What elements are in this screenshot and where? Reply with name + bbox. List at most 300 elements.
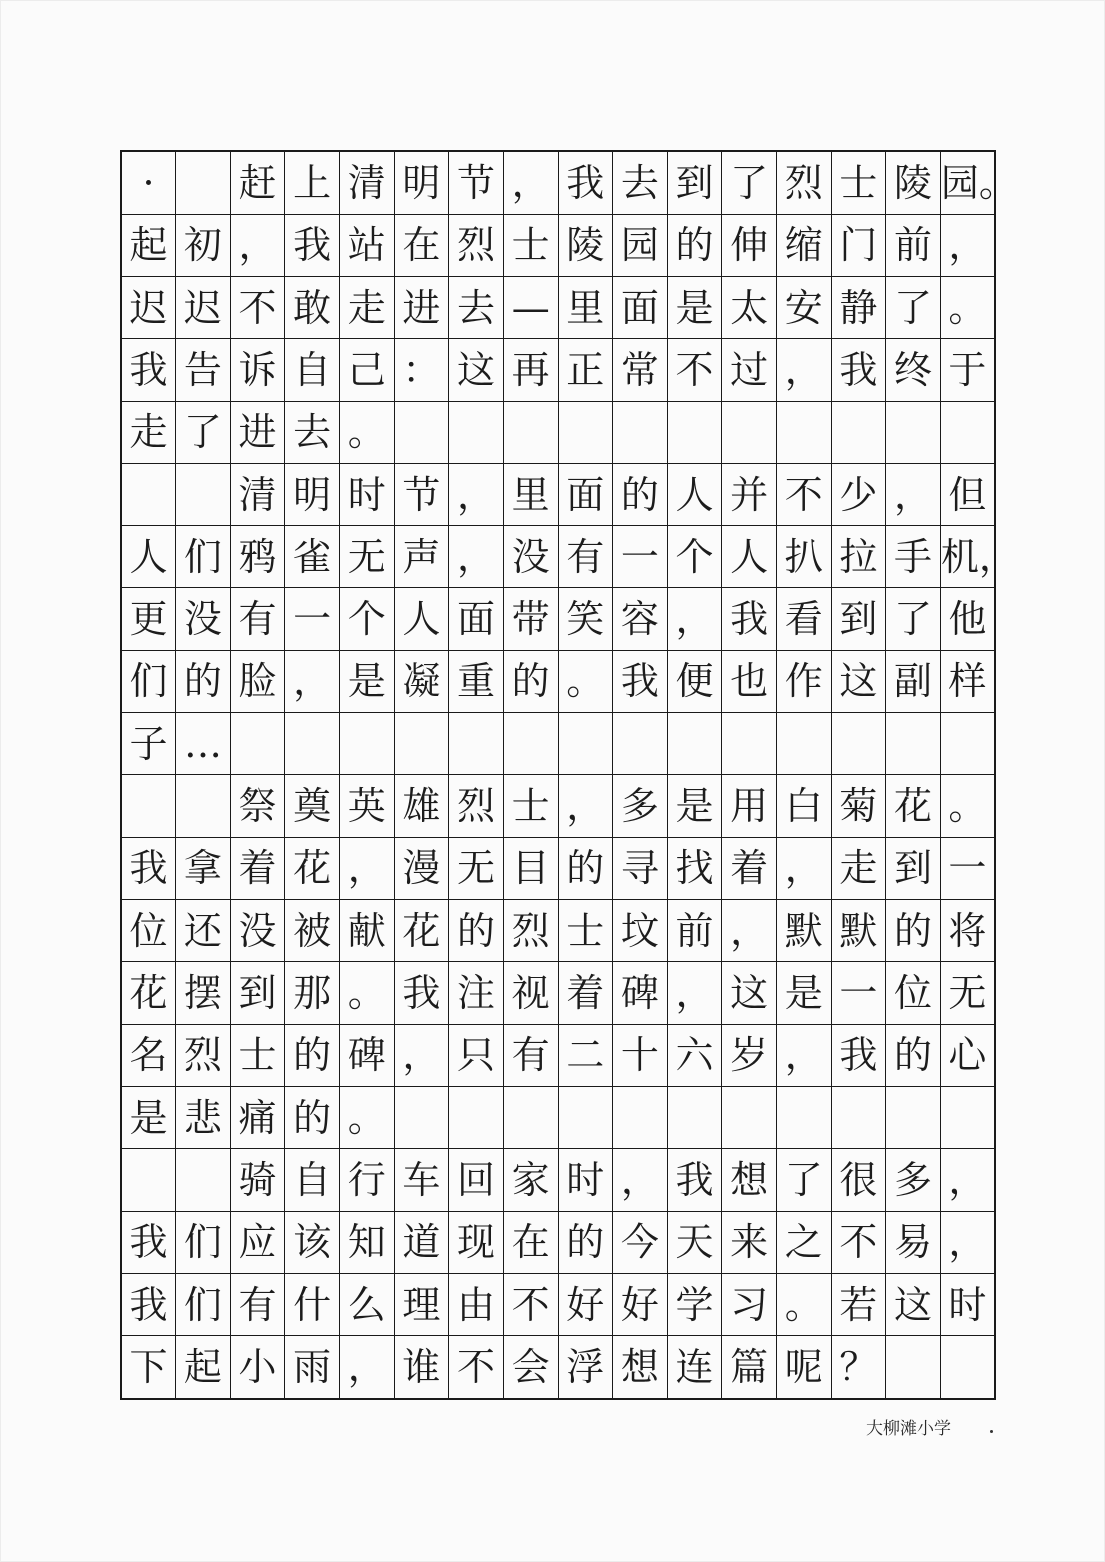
- grid-cell: 没: [503, 526, 558, 588]
- grid-cell: ？: [831, 1336, 886, 1399]
- grid-cell: 了: [777, 1149, 832, 1211]
- grid-cell: 之: [777, 1211, 832, 1273]
- grid-cell: 个: [667, 526, 722, 588]
- grid-cell: 便: [667, 650, 722, 712]
- grid-cell: 还: [176, 900, 231, 962]
- grid-cell: 鸦: [230, 526, 285, 588]
- grid-cell: 时: [558, 1149, 613, 1211]
- grid-cell: 二: [558, 1024, 613, 1086]
- grid-cell: 缩: [777, 214, 832, 276]
- grid-cell: 了: [722, 151, 777, 214]
- grid-cell: [940, 401, 995, 463]
- grid-cell: 位: [121, 900, 176, 962]
- grid-cell: 清: [340, 151, 395, 214]
- grid-cell: [886, 713, 941, 775]
- grid-cell: 花: [886, 775, 941, 837]
- grid-cell: 学: [667, 1273, 722, 1335]
- grid-cell: [613, 713, 668, 775]
- grid-cell: 我: [285, 214, 340, 276]
- grid-cell: [613, 401, 668, 463]
- grid-cell: 拿: [176, 837, 231, 899]
- grid-cell: 园。: [940, 151, 995, 214]
- grid-cell: 静: [831, 276, 886, 338]
- grid-cell: 了: [886, 276, 941, 338]
- grid-cell: ，: [613, 1149, 668, 1211]
- grid-cell: 进: [394, 276, 449, 338]
- grid-row: [121, 900, 995, 962]
- grid-cell: 应: [230, 1211, 285, 1273]
- grid-cell: [176, 775, 231, 837]
- grid-cell: 去: [613, 151, 668, 214]
- grid-cell: 的: [558, 837, 613, 899]
- grid-cell: 有: [558, 526, 613, 588]
- grid-cell: 我: [558, 151, 613, 214]
- grid-cell: 明: [394, 151, 449, 214]
- grid-cell: 们: [121, 650, 176, 712]
- grid-cell: [503, 1086, 558, 1148]
- grid-cell: ，: [777, 1024, 832, 1086]
- grid-cell: 这: [886, 1273, 941, 1335]
- grid-cell: 手: [886, 526, 941, 588]
- grid-row: [121, 1336, 995, 1399]
- grid-cell: 若: [831, 1273, 886, 1335]
- grid-cell: 那: [285, 962, 340, 1024]
- grid-cell: 这: [449, 339, 504, 401]
- grid-cell: 迟: [176, 276, 231, 338]
- grid-cell: ，: [230, 214, 285, 276]
- grid-cell: [176, 1149, 231, 1211]
- grid-cell: [613, 1086, 668, 1148]
- grid-cell: 在: [394, 214, 449, 276]
- grid-cell: 不: [503, 1273, 558, 1335]
- grid-row: [121, 1086, 995, 1148]
- grid-cell: 雄: [394, 775, 449, 837]
- grid-cell: 副: [886, 650, 941, 712]
- grid-cell: 不: [777, 463, 832, 525]
- grid-cell: 道: [394, 1211, 449, 1273]
- grid-cell: 面: [449, 588, 504, 650]
- grid-cell: 小: [230, 1336, 285, 1399]
- grid-cell: 车: [394, 1149, 449, 1211]
- grid-cell: 了: [176, 401, 231, 463]
- grid-row: [121, 837, 995, 899]
- grid-cell: 不: [449, 1336, 504, 1399]
- grid-cell: 走: [831, 837, 886, 899]
- grid-cell: 时: [340, 463, 395, 525]
- grid-cell: 痛: [230, 1086, 285, 1148]
- grid-cell: 现: [449, 1211, 504, 1273]
- grid-cell: 前: [667, 900, 722, 962]
- grid-cell: 安: [777, 276, 832, 338]
- grid-cell: 天: [667, 1211, 722, 1273]
- grid-cell: 无: [940, 962, 995, 1024]
- grid-cell: 么: [340, 1273, 395, 1335]
- grid-cell: 的: [558, 1211, 613, 1273]
- grid-cell: 连: [667, 1336, 722, 1399]
- grid-cell: 行: [340, 1149, 395, 1211]
- grid-cell: 人: [394, 588, 449, 650]
- grid-row: [121, 276, 995, 338]
- grid-cell: 习: [722, 1273, 777, 1335]
- grid-cell: 的: [886, 1024, 941, 1086]
- grid-cell: ，: [449, 526, 504, 588]
- grid-cell: 悲: [176, 1086, 231, 1148]
- grid-cell: 常: [613, 339, 668, 401]
- grid-cell: 再: [503, 339, 558, 401]
- grid-cell: [940, 1086, 995, 1148]
- grid-cell: 并: [722, 463, 777, 525]
- grid-row: [121, 588, 995, 650]
- grid-cell: 笑: [558, 588, 613, 650]
- grid-cell: 我: [831, 339, 886, 401]
- grid-cell: 六: [667, 1024, 722, 1086]
- grid-cell: 里: [503, 463, 558, 525]
- grid-cell: 什: [285, 1273, 340, 1335]
- grid-cell: 我: [667, 1149, 722, 1211]
- grid-cell: 诉: [230, 339, 285, 401]
- grid-cell: 。: [940, 775, 995, 837]
- grid-cell: 的: [613, 463, 668, 525]
- grid-cell: 过: [722, 339, 777, 401]
- grid-cell: 回: [449, 1149, 504, 1211]
- grid-cell: 但: [940, 463, 995, 525]
- composition-grid: [120, 150, 1017, 1400]
- grid-cell: [394, 401, 449, 463]
- grid-cell: 我: [121, 1211, 176, 1273]
- grid-cell: 我: [722, 588, 777, 650]
- grid-cell: 呢: [777, 1336, 832, 1399]
- grid-cell: 到: [886, 837, 941, 899]
- grid-cell: [722, 401, 777, 463]
- grid-cell: 初: [176, 214, 231, 276]
- grid-cell: 我: [831, 1024, 886, 1086]
- grid-cell: [176, 463, 231, 525]
- grid-body: [121, 151, 1017, 1399]
- grid-cell: 岁: [722, 1024, 777, 1086]
- grid-cell: 太: [722, 276, 777, 338]
- grid-row: [121, 1273, 995, 1335]
- grid-cell: 也: [722, 650, 777, 712]
- grid-cell: ，: [394, 1024, 449, 1086]
- grid-cell: 好: [558, 1273, 613, 1335]
- grid-cell: 我: [121, 837, 176, 899]
- grid-cell: ：: [394, 339, 449, 401]
- grid-cell: 时: [940, 1273, 995, 1335]
- grid-cell: 谁: [394, 1336, 449, 1399]
- grid-cell: 个: [340, 588, 395, 650]
- grid-cell: 一: [940, 837, 995, 899]
- grid-cell: 节: [394, 463, 449, 525]
- grid-cell: 目: [503, 837, 558, 899]
- grid-cell: [121, 1149, 176, 1211]
- grid-cell: 着: [722, 837, 777, 899]
- grid-cell: 着: [230, 837, 285, 899]
- grid-cell: 雨: [285, 1336, 340, 1399]
- grid-cell: [230, 713, 285, 775]
- grid-cell: 己: [340, 339, 395, 401]
- grid-cell: 是: [667, 276, 722, 338]
- grid-cell: 面: [613, 276, 668, 338]
- grid-cell: 家: [503, 1149, 558, 1211]
- grid-cell: 烈: [503, 900, 558, 962]
- grid-cell: 名: [121, 1024, 176, 1086]
- grid-cell: [449, 713, 504, 775]
- grid-cell: 一: [285, 588, 340, 650]
- grid-cell: 的: [285, 1024, 340, 1086]
- grid-cell: 有: [503, 1024, 558, 1086]
- grid-cell: 的: [285, 1086, 340, 1148]
- grid-cell: 不: [831, 1211, 886, 1273]
- grid-cell: [722, 1086, 777, 1148]
- grid-cell: 到: [667, 151, 722, 214]
- grid-cell: 。: [340, 401, 395, 463]
- grid-cell: 理: [394, 1273, 449, 1335]
- grid-cell: 了: [886, 588, 941, 650]
- grid-cell: 位: [886, 962, 941, 1024]
- grid-cell: 菊: [831, 775, 886, 837]
- grid-cell: 只: [449, 1024, 504, 1086]
- grid-cell: [831, 401, 886, 463]
- grid-cell: 是: [667, 775, 722, 837]
- grid-cell: ，: [940, 214, 995, 276]
- grid-cell: [886, 1336, 941, 1399]
- grid-cell: [449, 401, 504, 463]
- grid-cell: 奠: [285, 775, 340, 837]
- grid-cell: [940, 1336, 995, 1399]
- grid-row: [121, 151, 995, 214]
- grid-cell: 面: [558, 463, 613, 525]
- grid-cell: 易: [886, 1211, 941, 1273]
- school-name-footer: 大柳滩小学: [866, 1419, 951, 1439]
- grid-cell: 心: [940, 1024, 995, 1086]
- grid-cell: 不: [667, 339, 722, 401]
- grid-cell: 节: [449, 151, 504, 214]
- grid-cell: ，: [667, 588, 722, 650]
- grid-cell: 的: [449, 900, 504, 962]
- grid-cell: 无: [340, 526, 395, 588]
- grid-cell: 十: [613, 1024, 668, 1086]
- grid-cell: 士: [503, 214, 558, 276]
- grid-cell: 走: [121, 401, 176, 463]
- grid-cell: 容: [613, 588, 668, 650]
- grid-cell: 的: [503, 650, 558, 712]
- grid-cell: 告: [176, 339, 231, 401]
- grid-cell: 敢: [285, 276, 340, 338]
- grid-cell: 很: [831, 1149, 886, 1211]
- grid-cell: 烈: [449, 775, 504, 837]
- grid-cell: 。: [777, 1273, 832, 1335]
- grid-cell: 他: [940, 588, 995, 650]
- grid-cell: 我: [121, 1273, 176, 1335]
- grid-cell: ，: [340, 837, 395, 899]
- grid-cell: 陵: [886, 151, 941, 214]
- grid-cell: 凝: [394, 650, 449, 712]
- grid-cell: 的: [886, 900, 941, 962]
- grid-cell: 多: [613, 775, 668, 837]
- grid-cell: 烈: [777, 151, 832, 214]
- grid-cell: [449, 1086, 504, 1148]
- grid-cell: 到: [831, 588, 886, 650]
- grid-cell: 们: [176, 1273, 231, 1335]
- grid-cell: 走: [340, 276, 395, 338]
- grid-cell: 门: [831, 214, 886, 276]
- grid-cell: [285, 713, 340, 775]
- grid-row: [121, 713, 995, 775]
- grid-cell: 有: [230, 588, 285, 650]
- grid-cell: [777, 713, 832, 775]
- grid-cell: 浮: [558, 1336, 613, 1399]
- grid-cell: 于: [940, 339, 995, 401]
- grid-cell: 迟: [121, 276, 176, 338]
- grid-cell: ，: [777, 837, 832, 899]
- grid-cell: 我: [394, 962, 449, 1024]
- grid-cell: 篇: [722, 1336, 777, 1399]
- grid-cell: 坟: [613, 900, 668, 962]
- grid-cell: 将: [940, 900, 995, 962]
- grid-cell: 们: [176, 1211, 231, 1273]
- grid-cell: [121, 463, 176, 525]
- grid-cell: 上: [285, 151, 340, 214]
- grid-cell: 一: [831, 962, 886, 1024]
- grid-cell: 没: [176, 588, 231, 650]
- grid-cell: 起: [176, 1336, 231, 1399]
- grid-cell: 是: [340, 650, 395, 712]
- grid-cell: ，: [722, 900, 777, 962]
- grid-cell: 我: [613, 650, 668, 712]
- grid-cell: 正: [558, 339, 613, 401]
- grid-cell: [503, 401, 558, 463]
- grid-cell: ，: [340, 1336, 395, 1399]
- grid-cell: 明: [285, 463, 340, 525]
- grid-cell: 里: [558, 276, 613, 338]
- grid-cell: [558, 401, 613, 463]
- grid-cell: 士: [831, 151, 886, 214]
- grid-cell: [886, 401, 941, 463]
- grid-cell: 烈: [449, 214, 504, 276]
- grid-cell: 自: [285, 1149, 340, 1211]
- grid-cell: [831, 713, 886, 775]
- grid-cell: 。: [340, 1086, 395, 1148]
- grid-cell: ，: [777, 339, 832, 401]
- grid-cell: [503, 713, 558, 775]
- grid-cell: [667, 713, 722, 775]
- grid-cell: [667, 1086, 722, 1148]
- grid-cell: 园: [613, 214, 668, 276]
- grid-cell: 花: [394, 900, 449, 962]
- grid-cell: 士: [230, 1024, 285, 1086]
- grid-cell: 伸: [722, 214, 777, 276]
- grid-cell: [340, 713, 395, 775]
- grid-row: [121, 650, 995, 712]
- grid-cell: 花: [285, 837, 340, 899]
- grid-cell: 重: [449, 650, 504, 712]
- grid-row: [121, 526, 995, 588]
- grid-cell: 士: [503, 775, 558, 837]
- grid-cell: 英: [340, 775, 395, 837]
- grid-cell: 终: [886, 339, 941, 401]
- grid-cell: 在: [503, 1211, 558, 1273]
- grid-cell: 作: [777, 650, 832, 712]
- grid-cell: 献: [340, 900, 395, 962]
- grid-cell: 起: [121, 214, 176, 276]
- grid-cell: 好: [613, 1273, 668, 1335]
- grid-cell: 视: [503, 962, 558, 1024]
- grid-row: [121, 775, 995, 837]
- grid-cell: 想: [722, 1149, 777, 1211]
- grid-cell: 被: [285, 900, 340, 962]
- grid-cell: 白: [777, 775, 832, 837]
- grid-cell: 站: [340, 214, 395, 276]
- grid-cell: ，: [449, 463, 504, 525]
- grid-cell: [558, 1086, 613, 1148]
- grid-cell: ，: [285, 650, 340, 712]
- grid-cell: 进: [230, 401, 285, 463]
- grid-row: [121, 463, 995, 525]
- grid-cell: —: [503, 276, 558, 338]
- grid-cell: 机，: [940, 526, 995, 588]
- grid-cell: ，: [667, 962, 722, 1024]
- grid-row: [121, 1149, 995, 1211]
- grid-cell: 没: [230, 900, 285, 962]
- grid-cell: 碑: [340, 1024, 395, 1086]
- grid-cell: 漫: [394, 837, 449, 899]
- grid-cell: [176, 151, 231, 214]
- grid-cell: [394, 1086, 449, 1148]
- grid-cell: 子: [121, 713, 176, 775]
- grid-cell: 赶: [230, 151, 285, 214]
- grid-cell: 用: [722, 775, 777, 837]
- grid-cell: 无: [449, 837, 504, 899]
- grid-cell: 注: [449, 962, 504, 1024]
- grid-cell: 前: [886, 214, 941, 276]
- grid-cell: ，: [886, 463, 941, 525]
- grid-cell: ，: [940, 1211, 995, 1273]
- grid-cell: 拉: [831, 526, 886, 588]
- grid-cell: 寻: [613, 837, 668, 899]
- grid-cell: [722, 713, 777, 775]
- grid-cell: 找: [667, 837, 722, 899]
- grid-cell: 会: [503, 1336, 558, 1399]
- grid-cell: 。: [940, 276, 995, 338]
- grid-cell: 这: [722, 962, 777, 1024]
- grid-cell: 清: [230, 463, 285, 525]
- grid-cell: 扒: [777, 526, 832, 588]
- grid-cell: ，: [503, 151, 558, 214]
- grid-cell: [394, 713, 449, 775]
- scan-speck: [990, 1430, 993, 1433]
- grid-cell: 今: [613, 1211, 668, 1273]
- grid-cell: 声: [394, 526, 449, 588]
- grid-cell: 去: [285, 401, 340, 463]
- grid-cell: 默: [831, 900, 886, 962]
- grid-cell: 不: [230, 276, 285, 338]
- grid-cell: [777, 1086, 832, 1148]
- grid-cell: 来: [722, 1211, 777, 1273]
- grid-cell: 想: [613, 1336, 668, 1399]
- grid-row: [121, 214, 995, 276]
- grid-cell: 骑: [230, 1149, 285, 1211]
- grid-cell: [667, 401, 722, 463]
- grid-cell: 去: [449, 276, 504, 338]
- grid-cell: 默: [777, 900, 832, 962]
- grid-cell: 一: [613, 526, 668, 588]
- grid-cell: 多: [886, 1149, 941, 1211]
- grid-cell: 人: [667, 463, 722, 525]
- grid-cell: 看: [777, 588, 832, 650]
- grid-cell: ·: [121, 151, 176, 214]
- grid-cell: [558, 713, 613, 775]
- grid-cell: 着: [558, 962, 613, 1024]
